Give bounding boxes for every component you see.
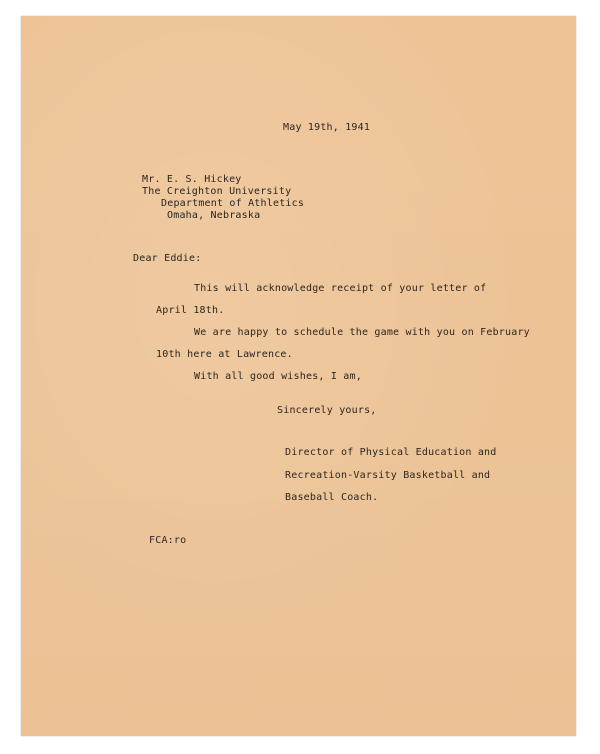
recipient-department: Department of Athletics — [161, 198, 305, 209]
body-line-1: This will acknowledge receipt of your letter of — [194, 283, 487, 294]
recipient-name: Mr. E. S. Hickey — [142, 174, 242, 185]
signature-title-line-2: Recreation-Varsity Basketball and — [285, 470, 491, 481]
body-line-2: April 18th. — [156, 305, 225, 316]
signature-title-line-1: Director of Physical Education and — [285, 447, 497, 458]
salutation: Dear Eddie: — [133, 253, 202, 264]
letter-page — [21, 16, 576, 736]
body-line-4: 10th here at Lawrence. — [156, 349, 293, 360]
letter-date: May 19th, 1941 — [283, 122, 371, 133]
signature-title-line-3: Baseball Coach. — [285, 492, 379, 503]
recipient-city: Omaha, Nebraska — [167, 210, 261, 221]
closing: Sincerely yours, — [277, 405, 377, 416]
body-line-3: We are happy to schedule the game with you on February — [194, 327, 530, 338]
typist-initials: FCA:ro — [149, 535, 187, 546]
body-line-5: With all good wishes, I am, — [194, 371, 362, 382]
recipient-organization: The Creighton University — [142, 186, 292, 197]
